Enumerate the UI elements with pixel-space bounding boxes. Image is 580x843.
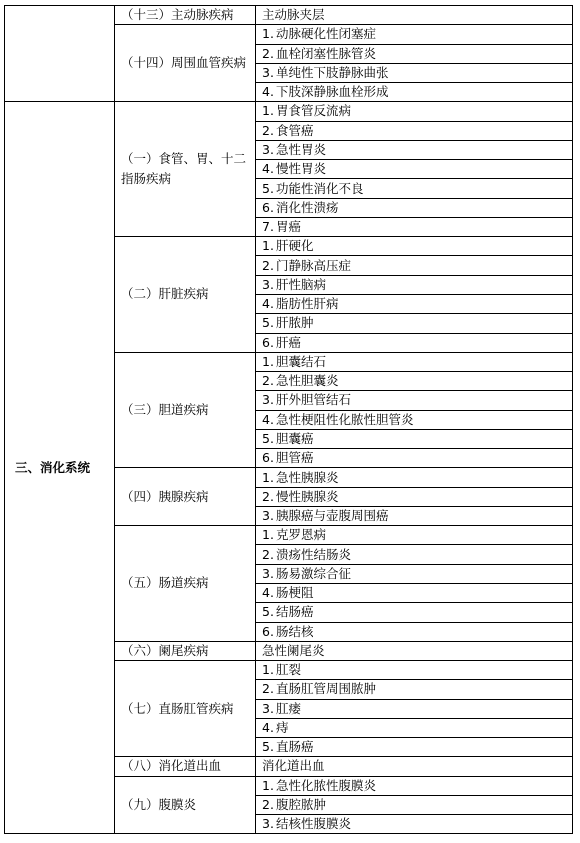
item-text: 急性胰腺炎 bbox=[276, 469, 339, 485]
item-number: 5. bbox=[262, 180, 274, 196]
item-number: 3. bbox=[262, 141, 274, 157]
item-text: 急性阑尾炎 bbox=[262, 642, 325, 658]
item-text: 肠梗阻 bbox=[276, 585, 314, 601]
disease-item bbox=[256, 237, 573, 256]
item-text: 直肠肛管周围脓肿 bbox=[276, 681, 377, 697]
item-number: 2. bbox=[262, 488, 274, 504]
item-number: 2. bbox=[262, 797, 274, 813]
item-text: 消化性溃疡 bbox=[276, 199, 339, 215]
item-number: 2. bbox=[262, 257, 274, 273]
disease-item bbox=[256, 333, 573, 352]
item-number: 4. bbox=[262, 411, 274, 427]
item-number: 4. bbox=[262, 585, 274, 601]
disease-item bbox=[256, 179, 573, 198]
disease-item bbox=[256, 294, 573, 313]
item-text: 胆囊结石 bbox=[276, 353, 327, 369]
category-label: （六）阑尾疾病 bbox=[115, 641, 256, 660]
item-text: 血栓闭塞性脉管炎 bbox=[276, 45, 377, 61]
item-text: 食管癌 bbox=[276, 122, 314, 138]
disease-item bbox=[256, 256, 573, 275]
disease-item bbox=[256, 506, 573, 525]
disease-item bbox=[256, 680, 573, 699]
category-label: （八）消化道出血 bbox=[115, 757, 256, 776]
disease-item bbox=[256, 545, 573, 564]
disease-item bbox=[256, 776, 573, 795]
disease-item bbox=[256, 391, 573, 410]
disease-item bbox=[256, 583, 573, 602]
item-number: 3. bbox=[262, 816, 274, 832]
item-text: 急性胆囊炎 bbox=[276, 373, 339, 389]
disease-item bbox=[256, 410, 573, 429]
item-text: 急性胃炎 bbox=[276, 141, 327, 157]
item-text: 急性梗阻性化脓性胆管炎 bbox=[276, 411, 414, 427]
item-number: 1. bbox=[262, 469, 274, 485]
disease-item bbox=[256, 738, 573, 757]
item-number: 3. bbox=[262, 565, 274, 581]
item-number: 1. bbox=[262, 527, 274, 543]
item-number: 3. bbox=[262, 700, 274, 716]
item-number: 4. bbox=[262, 296, 274, 312]
disease-item bbox=[256, 564, 573, 583]
disease-item bbox=[256, 526, 573, 545]
category-label: （五）肠道疾病 bbox=[115, 526, 256, 642]
category-label: （四）胰腺疾病 bbox=[115, 468, 256, 526]
table-row bbox=[5, 102, 573, 121]
item-number: 6. bbox=[262, 334, 274, 350]
item-number: 5. bbox=[262, 430, 274, 446]
disease-item bbox=[256, 83, 573, 102]
disease-item bbox=[256, 641, 573, 660]
disease-item bbox=[256, 121, 573, 140]
item-text: 下肢深静脉血栓形成 bbox=[276, 84, 389, 100]
disease-item bbox=[256, 314, 573, 333]
syllabus-table bbox=[4, 5, 573, 834]
item-number: 1. bbox=[262, 353, 274, 369]
item-text: 脂肪性肝病 bbox=[276, 296, 339, 312]
disease-item bbox=[256, 487, 573, 506]
item-text: 胃食管反流病 bbox=[276, 103, 352, 119]
disease-item bbox=[256, 198, 573, 217]
item-text: 肛瘘 bbox=[276, 700, 302, 716]
item-number: 7. bbox=[262, 219, 274, 235]
category-label: （九）腹膜炎 bbox=[115, 776, 256, 834]
category-label: （三）胆道疾病 bbox=[115, 352, 256, 468]
item-text: 肠结核 bbox=[276, 623, 314, 639]
item-number: 5. bbox=[262, 604, 274, 620]
item-text: 胆管癌 bbox=[276, 450, 314, 466]
category-label: （二）肝脏疾病 bbox=[115, 237, 256, 353]
item-number: 1. bbox=[262, 103, 274, 119]
item-text: 痔 bbox=[276, 719, 289, 735]
item-number: 2. bbox=[262, 546, 274, 562]
disease-item bbox=[256, 25, 573, 44]
disease-item bbox=[256, 449, 573, 468]
disease-item bbox=[256, 275, 573, 294]
item-number: 6. bbox=[262, 623, 274, 639]
disease-item bbox=[256, 44, 573, 63]
disease-item bbox=[256, 468, 573, 487]
category-label: （十三）主动脉疾病 bbox=[115, 6, 256, 25]
disease-item bbox=[256, 795, 573, 814]
item-text: 肝癌 bbox=[276, 334, 302, 350]
category-label: （十四）周围血管疾病 bbox=[115, 25, 256, 102]
disease-item bbox=[256, 603, 573, 622]
item-number: 3. bbox=[262, 64, 274, 80]
item-text: 溃疡性结肠炎 bbox=[276, 546, 352, 562]
item-text: 功能性消化不良 bbox=[276, 180, 364, 196]
item-text: 急性化脓性腹膜炎 bbox=[276, 777, 377, 793]
item-text: 胆囊癌 bbox=[276, 430, 314, 446]
disease-item bbox=[256, 140, 573, 159]
item-text: 结肠癌 bbox=[276, 604, 314, 620]
item-number: 3. bbox=[262, 392, 274, 408]
item-text: 肝脓肿 bbox=[276, 315, 314, 331]
item-text: 慢性胰腺炎 bbox=[276, 488, 339, 504]
disease-item bbox=[256, 63, 573, 82]
item-text: 肝性脑病 bbox=[276, 276, 327, 292]
item-text: 直肠癌 bbox=[276, 739, 314, 755]
item-number: 5. bbox=[262, 739, 274, 755]
item-text: 慢性胃炎 bbox=[276, 161, 327, 177]
item-text: 消化道出血 bbox=[262, 758, 325, 774]
disease-item bbox=[256, 622, 573, 641]
item-number: 5. bbox=[262, 315, 274, 331]
item-number: 6. bbox=[262, 199, 274, 215]
item-text: 肠易激综合征 bbox=[276, 565, 352, 581]
item-number: 1. bbox=[262, 662, 274, 678]
system-title: 三、消化系统 bbox=[5, 102, 115, 834]
item-number: 2. bbox=[262, 681, 274, 697]
syllabus-table-body bbox=[5, 6, 573, 834]
item-text: 结核性腹膜炎 bbox=[276, 816, 352, 832]
system-title-cell bbox=[5, 6, 115, 102]
item-number: 1. bbox=[262, 777, 274, 793]
category-label: （七）直肠肛管疾病 bbox=[115, 661, 256, 757]
disease-item bbox=[256, 661, 573, 680]
item-number: 4. bbox=[262, 161, 274, 177]
item-number: 2. bbox=[262, 45, 274, 61]
category-label: （一）食管、胃、十二指肠疾病 bbox=[115, 102, 256, 237]
item-number: 3. bbox=[262, 276, 274, 292]
disease-item bbox=[256, 429, 573, 448]
item-text: 胃癌 bbox=[276, 219, 302, 235]
item-text: 肝外胆管结石 bbox=[276, 392, 352, 408]
item-text: 单纯性下肢静脉曲张 bbox=[276, 64, 389, 80]
item-number: 6. bbox=[262, 450, 274, 466]
item-text: 门静脉高压症 bbox=[276, 257, 352, 273]
item-text: 动脉硬化性闭塞症 bbox=[276, 26, 377, 42]
item-number: 1. bbox=[262, 26, 274, 42]
item-number: 2. bbox=[262, 373, 274, 389]
disease-item bbox=[256, 718, 573, 737]
disease-item bbox=[256, 102, 573, 121]
item-number: 4. bbox=[262, 84, 274, 100]
item-text: 肛裂 bbox=[276, 662, 302, 678]
item-number: 2. bbox=[262, 122, 274, 138]
item-text: 主动脉夹层 bbox=[262, 7, 325, 23]
item-text: 腹腔脓肿 bbox=[276, 797, 327, 813]
item-number: 4. bbox=[262, 719, 274, 735]
disease-item bbox=[256, 699, 573, 718]
disease-item bbox=[256, 217, 573, 236]
disease-item bbox=[256, 352, 573, 371]
disease-item bbox=[256, 6, 573, 25]
disease-item bbox=[256, 815, 573, 834]
table-row bbox=[5, 6, 573, 25]
item-number: 1. bbox=[262, 238, 274, 254]
item-number: 3. bbox=[262, 508, 274, 524]
item-text: 胰腺癌与壶腹周围癌 bbox=[276, 508, 389, 524]
item-text: 克罗恩病 bbox=[276, 527, 327, 543]
disease-item bbox=[256, 372, 573, 391]
disease-item bbox=[256, 757, 573, 776]
item-text: 肝硬化 bbox=[276, 238, 314, 254]
disease-item bbox=[256, 160, 573, 179]
